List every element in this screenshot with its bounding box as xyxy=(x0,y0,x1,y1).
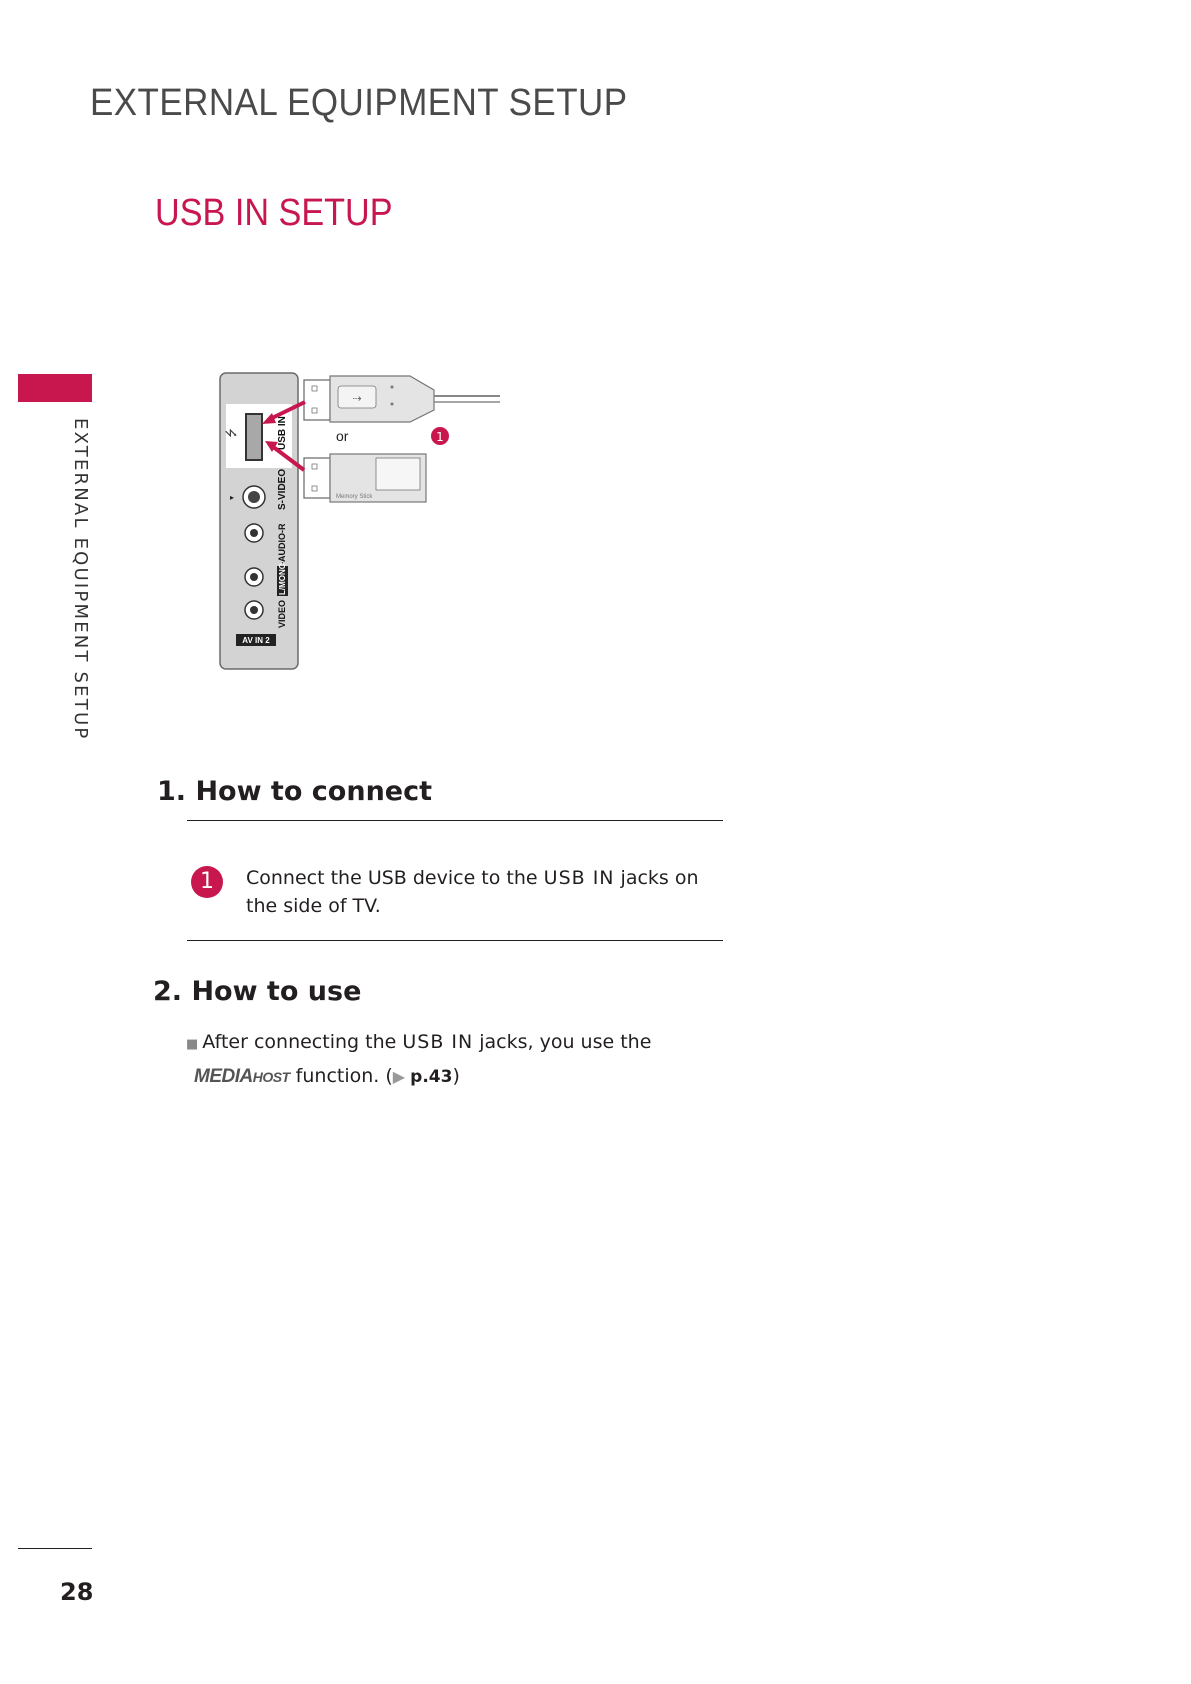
bullet-square-icon: ■ xyxy=(186,1037,199,1052)
host-label: HOST xyxy=(252,1069,290,1085)
page-number: 28 xyxy=(60,1578,94,1606)
svg-text:▸: ▸ xyxy=(230,493,235,502)
play-triangle-icon: ▶ xyxy=(392,1067,411,1086)
mono-label: L/MONO xyxy=(278,563,287,595)
use-text-after: jacks, you use the xyxy=(473,1031,652,1053)
media-label: MEDIA xyxy=(194,1066,253,1087)
video-label: VIDEO xyxy=(277,599,287,628)
divider-bottom xyxy=(187,940,723,941)
usb-plug-symbol-icon: ⇢ xyxy=(352,392,362,405)
use-instruction-line-2 xyxy=(194,1062,460,1091)
mediahost-logo xyxy=(194,1066,290,1087)
connect-text-after: jacks on the side of TV. xyxy=(246,867,699,917)
side-section-label: EXTERNAL EQUIPMENT SETUP xyxy=(70,418,91,741)
use-instruction-line-1 xyxy=(186,1028,651,1059)
use-text-before: After connecting the xyxy=(202,1031,403,1053)
step-number-badge: 1 xyxy=(191,866,223,898)
connect-text-before: Connect the USB device to the xyxy=(246,867,544,889)
step-marker-number: 1 xyxy=(436,430,444,444)
memory-stick-label: Memory Stick xyxy=(336,494,373,500)
close-paren: ) xyxy=(452,1065,460,1087)
usb-connection-illustration xyxy=(210,370,500,680)
usb-in-label: USB IN xyxy=(277,416,288,450)
usb-in-keyword: USB IN xyxy=(543,867,615,889)
section-title: USB IN SETUP xyxy=(155,192,393,234)
footer-rule xyxy=(18,1548,92,1549)
divider-top xyxy=(187,820,723,821)
page-reference: p.43 xyxy=(410,1067,453,1087)
svideo-label: S-VIDEO xyxy=(277,468,288,510)
usb-symbol-icon: ⭍ xyxy=(224,428,238,438)
audio-label: -AUDIO-R xyxy=(277,523,287,565)
usb-port xyxy=(246,414,262,460)
or-label: or xyxy=(336,428,349,444)
how-to-connect-heading: 1. How to connect xyxy=(157,776,433,807)
function-text: function. ( xyxy=(289,1065,393,1087)
side-tab-marker xyxy=(18,374,92,402)
usb-connection-diagram xyxy=(210,370,500,680)
how-to-use-heading: 2. How to use xyxy=(153,976,362,1007)
page-title: EXTERNAL EQUIPMENT SETUP xyxy=(90,82,628,124)
use-usb-in-keyword: USB IN xyxy=(402,1031,474,1053)
connect-instruction xyxy=(246,864,716,920)
av-in-label: AV IN 2 xyxy=(242,636,270,645)
